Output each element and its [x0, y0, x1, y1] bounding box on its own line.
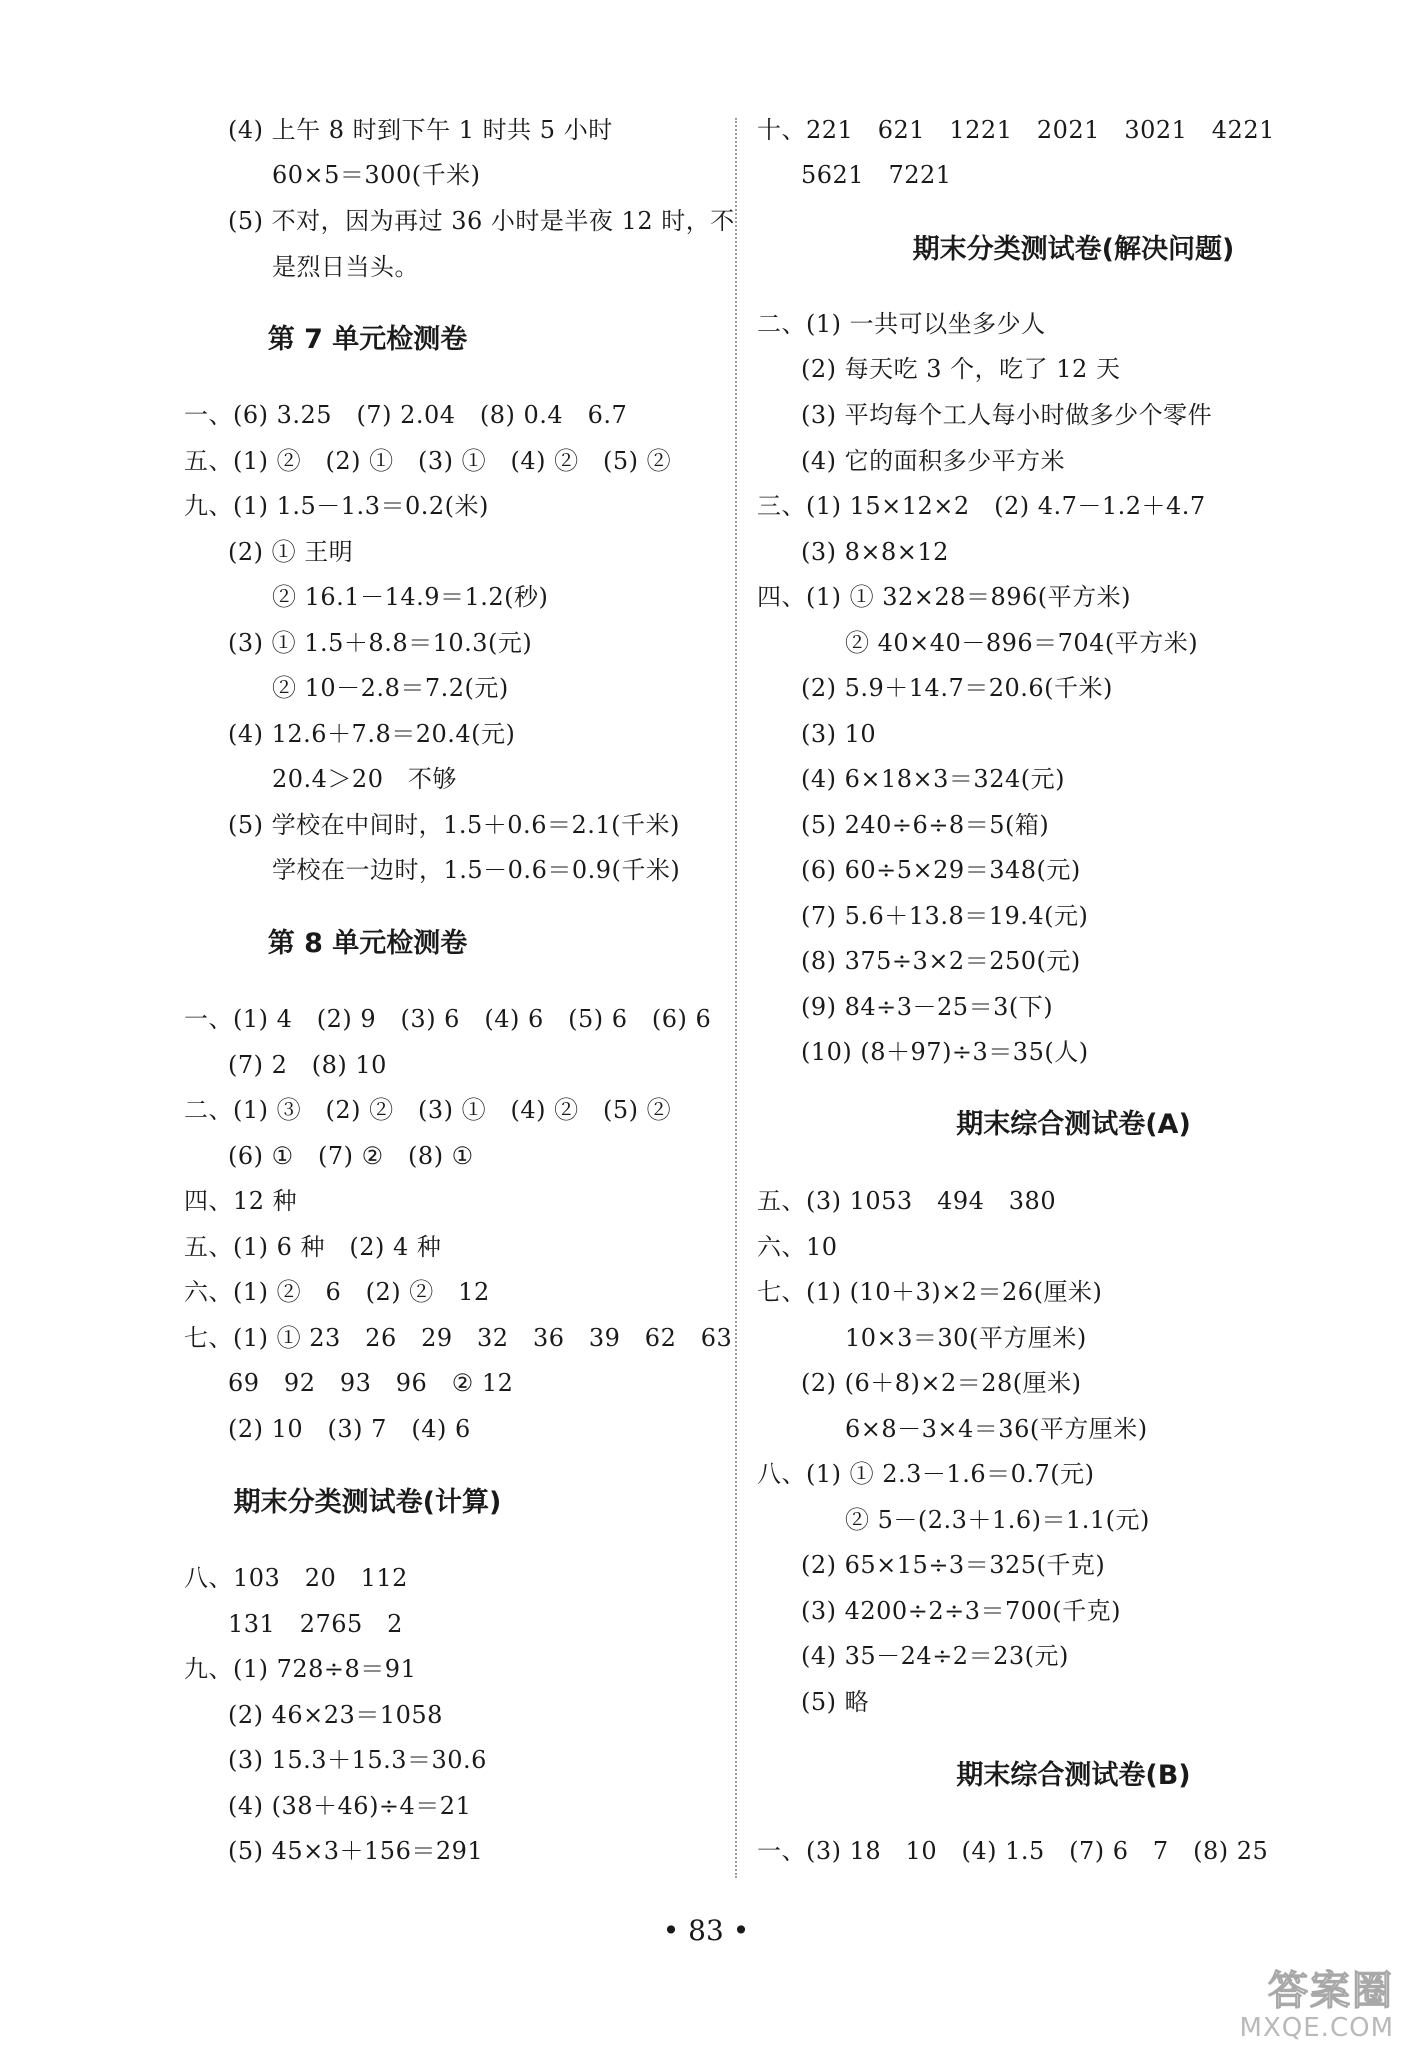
answer-line: (5) 学校在中间时，1.5＋0.6＝2.1(千米)	[228, 811, 680, 839]
answer-line: (3) 10	[801, 720, 877, 748]
answer-line: 一、(1) 4 (2) 9 (3) 6 (4) 6 (5) 6 (6) 6	[184, 1005, 712, 1033]
section-heading: 期末综合测试卷(B)	[956, 1760, 1191, 1791]
answer-line: 60×5＝300(千米)	[272, 161, 481, 189]
answer-line: (2) 65×15÷3＝325(千克)	[801, 1551, 1106, 1579]
answer-line: (10) (8＋97)÷3＝35(人)	[801, 1038, 1089, 1066]
section-heading: 第 8 单元检测卷	[267, 928, 468, 959]
watermark-logo-text: 答案圈	[1268, 1968, 1394, 2014]
answer-line: 九、(1) 728÷8＝91	[184, 1655, 417, 1683]
column-divider	[735, 118, 737, 1878]
answer-line: 六、(1) ② 6 (2) ② 12	[184, 1278, 490, 1306]
answer-line: 五、(3) 1053 494 380	[757, 1187, 1057, 1215]
section-heading: 第 7 单元检测卷	[267, 324, 468, 355]
answer-line: 六、10	[757, 1233, 838, 1261]
answer-line: (2) 46×23＝1058	[228, 1701, 443, 1729]
answer-line: 四、(1) ① 32×28＝896(平方米)	[757, 583, 1131, 611]
answer-line: 是烈日当头。	[272, 253, 419, 281]
answer-line: ② 16.1－14.9＝1.2(秒)	[272, 583, 549, 611]
answer-line: 十、221 621 1221 2021 3021 4221	[757, 116, 1275, 144]
answer-line: (2) 5.9＋14.7＝20.6(千米)	[801, 674, 1113, 702]
answer-line: 八、(1) ① 2.3－1.6＝0.7(元)	[757, 1460, 1095, 1488]
answer-line: 131 2765 2	[228, 1610, 403, 1638]
answer-line: (3) 4200÷2÷3＝700(千克)	[801, 1597, 1121, 1625]
answer-line: 九、(1) 1.5－1.3＝0.2(米)	[184, 492, 489, 520]
site-watermark-logo	[1204, 1968, 1394, 2048]
page-number: • 83 •	[662, 1914, 750, 1947]
answer-line: (2) ① 王明	[228, 538, 354, 566]
answer-line: (5) 略	[801, 1688, 870, 1716]
answer-line: (4) (38＋46)÷4＝21	[228, 1792, 472, 1820]
answer-line: (9) 84÷3－25＝3(下)	[801, 993, 1054, 1021]
answer-line: (2) (6＋8)×2＝28(厘米)	[801, 1369, 1082, 1397]
answer-line: 七、(1) (10＋3)×2＝26(厘米)	[757, 1278, 1103, 1306]
answer-line: (3) 8×8×12	[801, 538, 949, 566]
answer-line: (7) 2 (8) 10	[228, 1051, 387, 1079]
section-heading: 期末分类测试卷(解决问题)	[912, 234, 1235, 265]
answer-line: 69 92 93 96 ② 12	[228, 1369, 514, 1397]
answer-line: 三、(1) 15×12×2 (2) 4.7－1.2＋4.7	[757, 492, 1206, 520]
answer-line: (3) 平均每个工人每小时做多少个零件	[801, 401, 1213, 429]
answer-line: 七、(1) ① 23 26 29 32 36 39 62 63	[184, 1324, 733, 1352]
section-heading: 期末综合测试卷(A)	[956, 1109, 1191, 1140]
answer-line: 一、(6) 3.25 (7) 2.04 (8) 0.4 6.7	[184, 401, 628, 429]
answer-line: 20.4＞20 不够	[272, 765, 457, 793]
answer-line: (2) 10 (3) 7 (4) 6	[228, 1415, 471, 1443]
answer-line: (2) 每天吃 3 个，吃了 12 天	[801, 355, 1121, 383]
answer-line: (8) 375÷3×2＝250(元)	[801, 947, 1081, 975]
answer-line: 学校在一边时，1.5－0.6＝0.9(千米)	[272, 856, 681, 884]
answer-line: 五、(1) ② (2) ① (3) ① (4) ② (5) ②	[184, 447, 672, 475]
answer-line: 八、103 20 112	[184, 1564, 408, 1592]
section-heading: 期末分类测试卷(计算)	[233, 1487, 502, 1518]
answer-line: 10×3＝30(平方厘米)	[845, 1324, 1087, 1352]
answer-line: (6) 60÷5×29＝348(元)	[801, 856, 1081, 884]
answer-line: 6×8－3×4＝36(平方厘米)	[845, 1415, 1148, 1443]
answer-line: (4) 6×18×3＝324(元)	[801, 765, 1065, 793]
answer-line: (3) ① 1.5＋8.8＝10.3(元)	[228, 629, 533, 657]
answer-line: 五、(1) 6 种 (2) 4 种	[184, 1233, 442, 1261]
answer-line: ② 5－(2.3＋1.6)＝1.1(元)	[845, 1506, 1150, 1534]
answer-line: (5) 不对，因为再过 36 小时是半夜 12 时，不	[228, 207, 735, 235]
answer-line: (4) 上午 8 时到下午 1 时共 5 小时	[228, 116, 613, 144]
answer-line: (7) 5.6＋13.8＝19.4(元)	[801, 902, 1089, 930]
answer-line: 四、12 种	[184, 1187, 298, 1215]
watermark-url: MXQE.COM	[1239, 2013, 1394, 2043]
answer-line: 二、(1) 一共可以坐多少人	[757, 310, 1046, 338]
answer-line: ② 10－2.8＝7.2(元)	[272, 674, 509, 702]
answer-line: 二、(1) ③ (2) ② (3) ① (4) ② (5) ②	[184, 1096, 672, 1124]
answer-line: (4) 12.6＋7.8＝20.4(元)	[228, 720, 516, 748]
answer-line: (5) 45×3＋156＝291	[228, 1837, 484, 1865]
answer-line: 一、(3) 18 10 (4) 1.5 (7) 6 7 (8) 25	[757, 1837, 1269, 1865]
answer-line: (6) ① (7) ② (8) ①	[228, 1142, 474, 1170]
answer-line: (3) 15.3＋15.3＝30.6	[228, 1746, 487, 1774]
answer-line: ② 40×40－896＝704(平方米)	[845, 629, 1199, 657]
answer-line: (4) 它的面积多少平方米	[801, 447, 1066, 475]
answer-line: 5621 7221	[801, 161, 952, 189]
answer-line: (5) 240÷6÷8＝5(箱)	[801, 811, 1050, 839]
answer-line: (4) 35－24÷2＝23(元)	[801, 1642, 1069, 1670]
